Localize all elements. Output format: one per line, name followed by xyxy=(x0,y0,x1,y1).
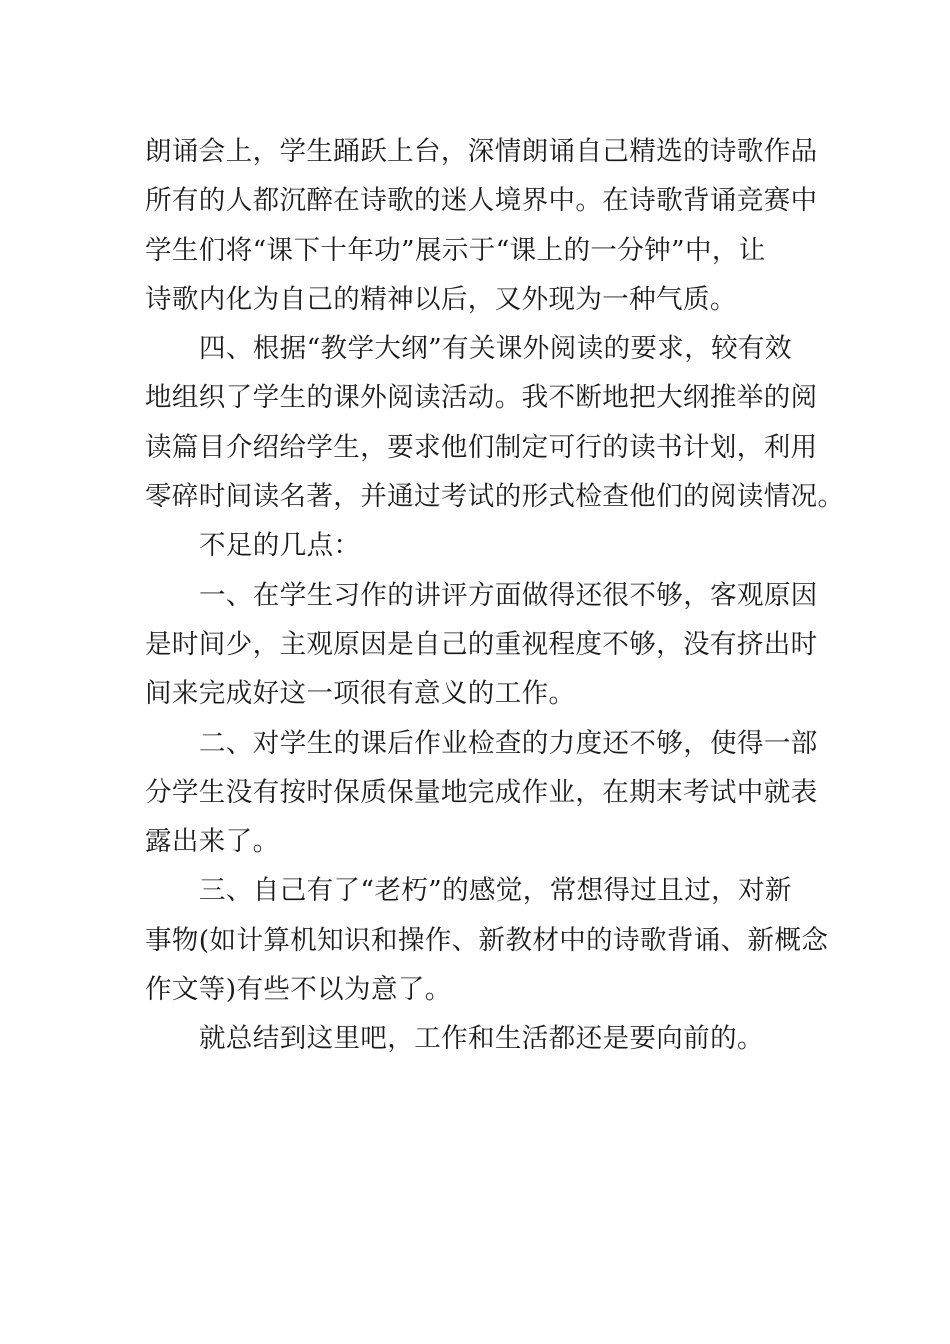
paragraph-recitation-meeting xyxy=(145,127,818,324)
text-line: 诗歌内化为自己的精神以后，又外现为一种气质。 xyxy=(145,283,737,315)
paragraph-conclusion xyxy=(145,1014,813,1063)
text-line: 读篇目介绍给学生，要求他们制定可行的读书计划，利用 xyxy=(145,431,818,463)
text-line: 朗诵会上，学生踊跃上台，深情朗诵自己精选的诗歌作品 xyxy=(145,136,818,167)
document-body xyxy=(145,127,845,1064)
text-line: 一、在学生习作的讲评方面做得还很不够，客观原因 xyxy=(199,579,818,611)
text-line: 是时间少，主观原因是自己的重视程度不够，没有挤出时 xyxy=(145,628,818,660)
text-line: 二、对学生的课后作业检查的力度还不够，使得一部 xyxy=(199,727,818,759)
text-line: 三、自己有了“老朽”的感觉，常想得过且过，对新 xyxy=(199,875,792,907)
text-line: 分学生没有按时保质保量地完成作业，在期末考试中就表 xyxy=(145,776,818,808)
text-line: 零碎时间读名著，并通过考试的形式检查他们的阅读情况。 xyxy=(145,481,845,513)
text-line: 作文等)有些不以为意了。 xyxy=(145,974,452,1006)
paragraph-shortcoming-two xyxy=(145,719,818,867)
paragraph-shortcoming-one xyxy=(145,571,818,719)
text-line: 地组织了学生的课外阅读活动。我不断地把大纲推举的阅 xyxy=(145,382,818,414)
paragraph-shortcomings-heading xyxy=(145,521,813,570)
text-line: 就总结到这里吧，工作和生活都还是要向前的。 xyxy=(199,1023,764,1055)
text-line: 露出来了。 xyxy=(145,826,280,858)
text-line: 四、根据“教学大纲”有关课外阅读的要求，较有效 xyxy=(199,333,792,365)
paragraph-shortcoming-three xyxy=(145,866,829,1014)
text-line: 事物(如计算机知识和操作、新教材中的诗歌背诵、新概念 xyxy=(145,924,829,956)
paragraph-point-four xyxy=(145,324,845,521)
text-line: 间来完成好这一项很有意义的工作。 xyxy=(145,678,576,710)
text-line: 学生们将“课下十年功”展示于“课上的一分钟”中，让 xyxy=(145,234,766,266)
text-line: 所有的人都沉醉在诗歌的迷人境界中。在诗歌背诵竞赛中 xyxy=(145,185,818,217)
text-line: 不足的几点： xyxy=(199,530,361,562)
